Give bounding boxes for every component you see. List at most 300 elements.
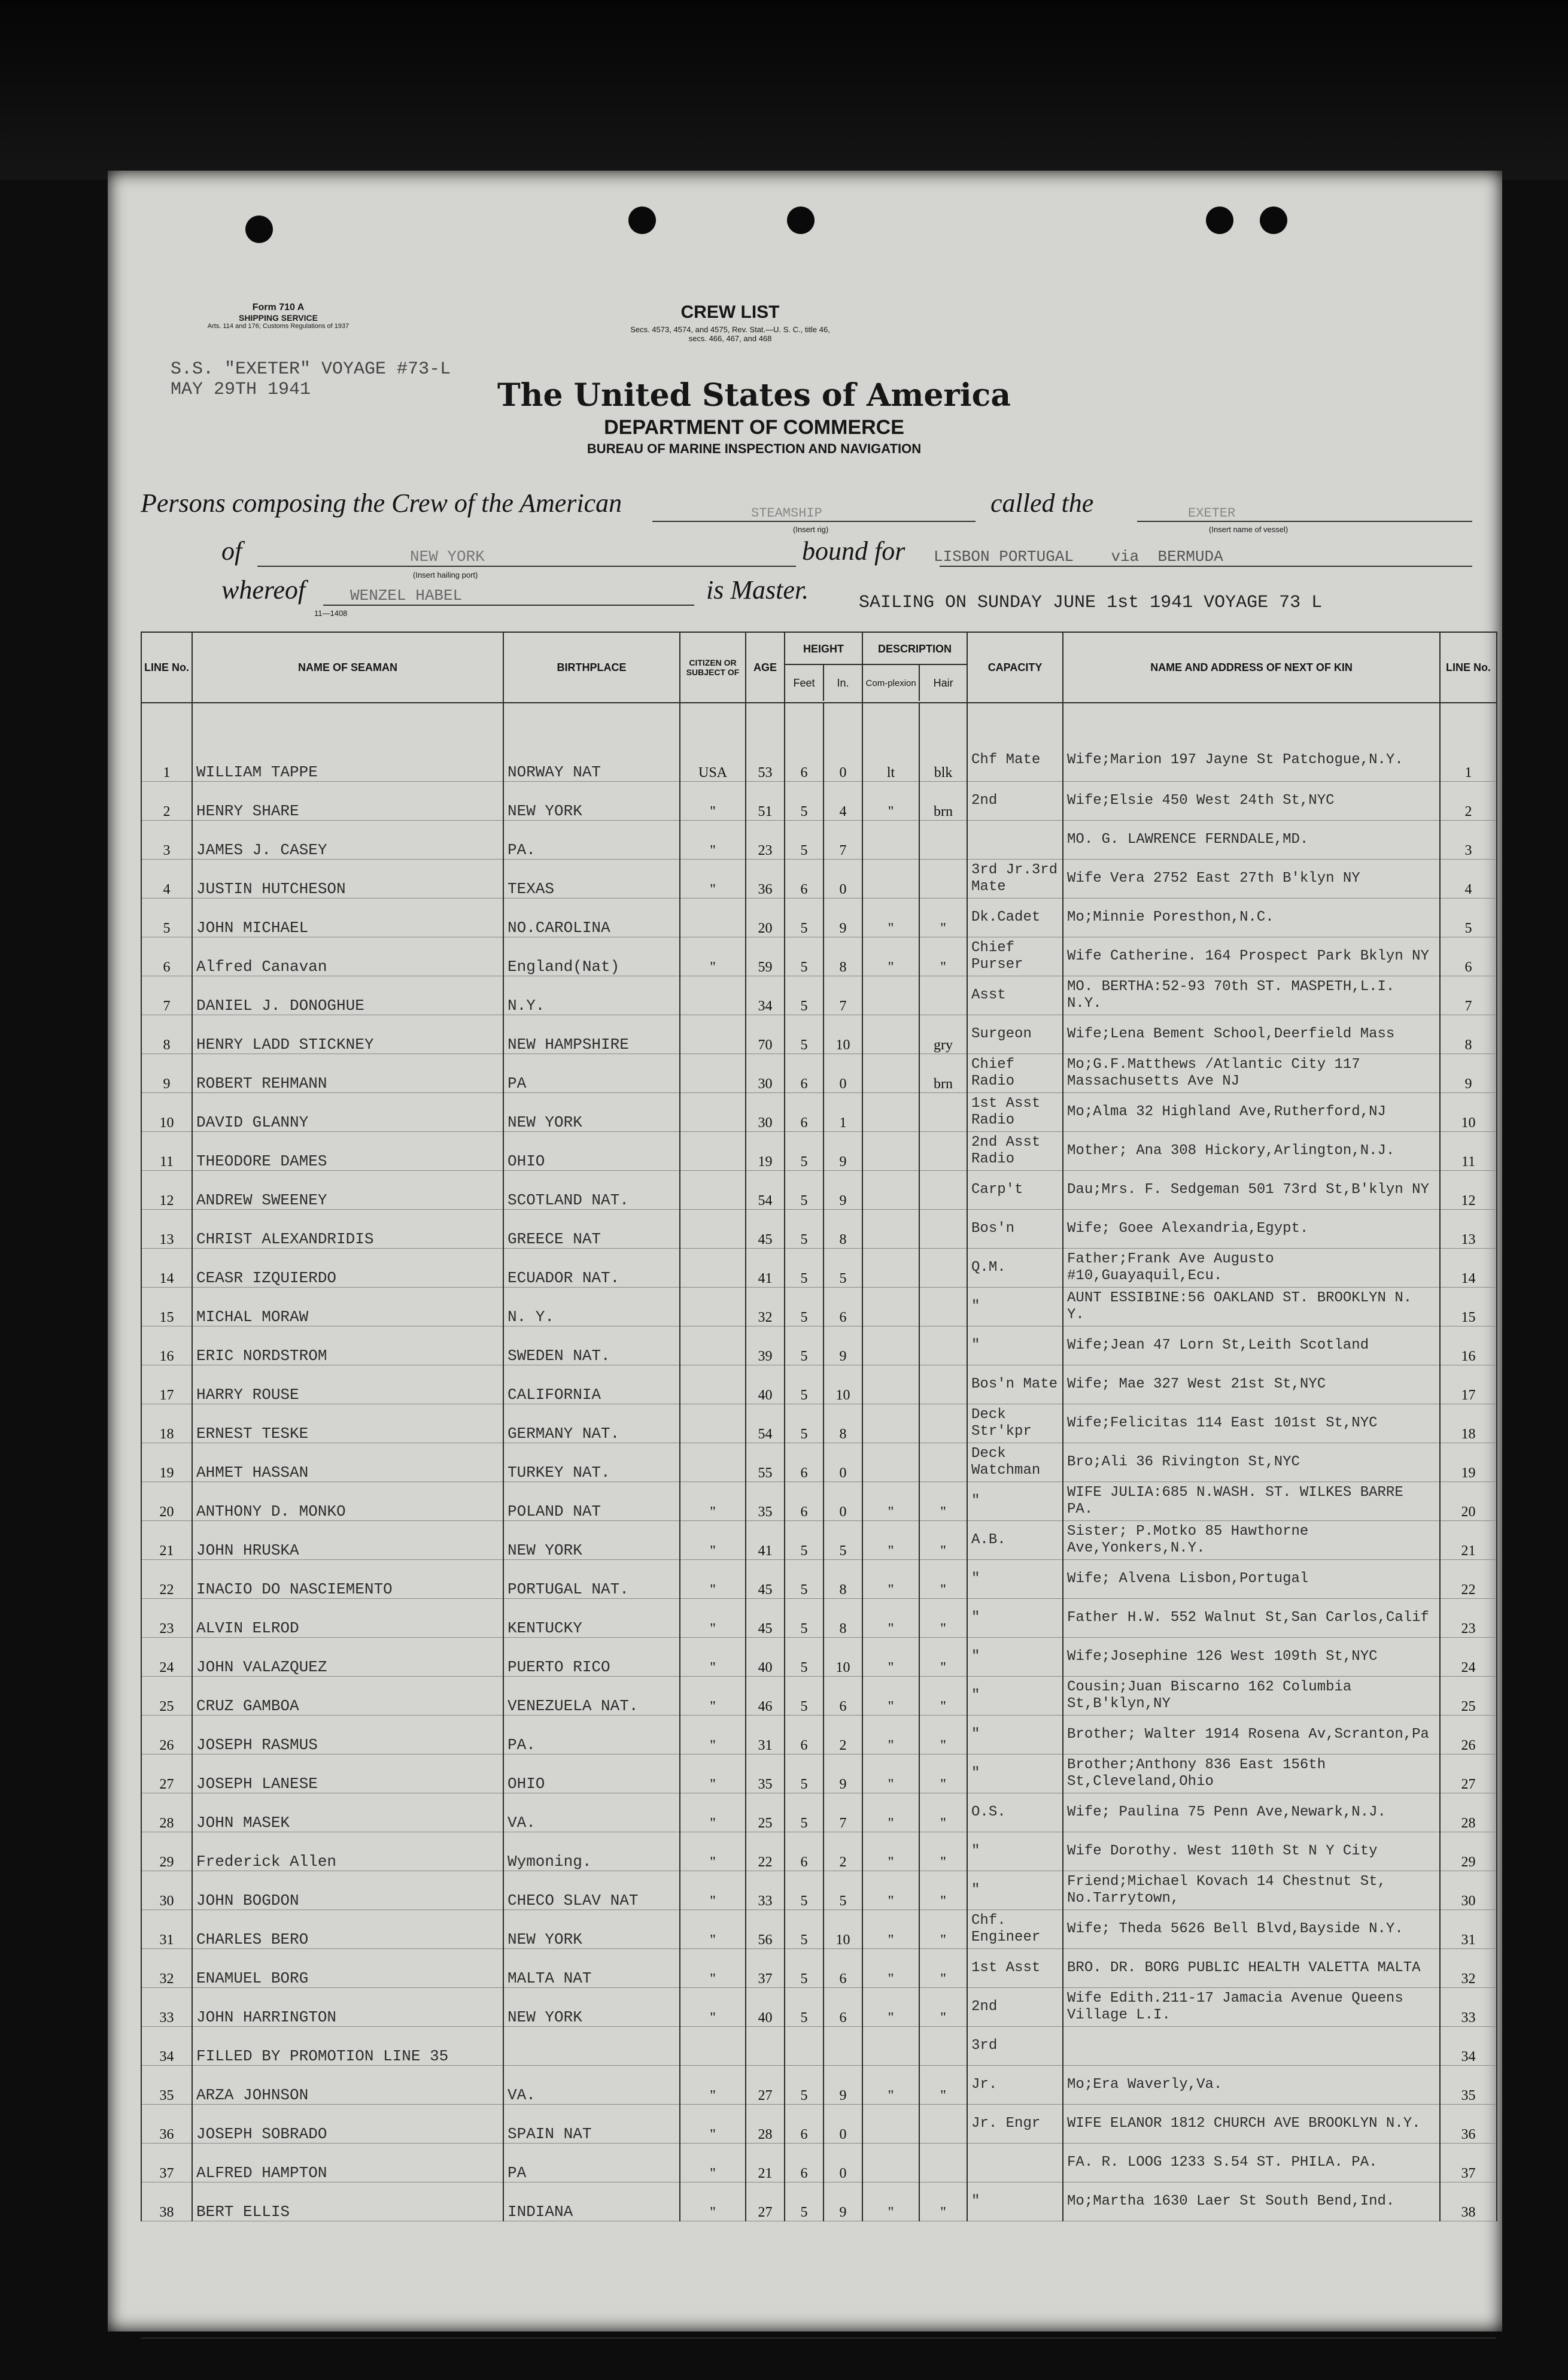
line-number-right: 1	[1440, 703, 1497, 782]
next-of-kin: MO. G. LAWRENCE FERNDALE,MD.	[1063, 821, 1440, 860]
age: 35	[746, 1754, 785, 1793]
capacity: Chf. Engineer	[967, 1910, 1063, 1949]
age: 30	[746, 1054, 785, 1093]
age: 32	[746, 1288, 785, 1326]
age: 34	[746, 976, 785, 1015]
height-inches: 9	[823, 1171, 862, 1210]
height-feet: 5	[785, 1754, 823, 1793]
port-value: NEW YORK	[410, 548, 485, 566]
line-number-right: 5	[1440, 898, 1497, 937]
line-number-right: 27	[1440, 1754, 1497, 1793]
table-row	[141, 2182, 1497, 2221]
complexion: "	[862, 937, 919, 976]
line-number-right: 6	[1440, 937, 1497, 976]
sailing-info: SAILING ON SUNDAY JUNE 1st 1941 VOYAGE 73 L	[859, 593, 1323, 613]
height-inches: 9	[823, 1326, 862, 1365]
hair: "	[919, 1560, 967, 1599]
col-name: NAME OF SEAMAN	[192, 632, 503, 703]
line-number-right: 12	[1440, 1171, 1497, 1210]
citizenship	[680, 1015, 746, 1054]
line-number: 37	[141, 2144, 192, 2182]
line-number-right: 25	[1440, 1677, 1497, 1716]
table-row	[141, 1054, 1497, 1093]
col-height-label: HEIGHT	[785, 634, 862, 665]
binder-hole	[1260, 207, 1287, 234]
complexion: "	[862, 1832, 919, 1871]
line-number: 21	[141, 1521, 192, 1560]
crew-list-heading	[527, 302, 934, 343]
seaman-name: ROBERT REHMANN	[192, 1054, 503, 1093]
birthplace: NEW YORK	[503, 1093, 680, 1132]
age: 55	[746, 1443, 785, 1482]
col-hair: Hair	[933, 676, 953, 689]
age: 36	[746, 860, 785, 898]
capacity: "	[967, 1599, 1063, 1638]
table-row	[141, 1443, 1497, 1482]
height-feet: 5	[785, 1949, 823, 1988]
height-inches: 9	[823, 898, 862, 937]
vessel-value: EXETER	[1188, 506, 1236, 521]
seaman-name: JOHN MICHAEL	[192, 898, 503, 937]
citizenship	[680, 1249, 746, 1288]
birthplace: MALTA NAT	[503, 1949, 680, 1988]
birthplace: N.Y.	[503, 976, 680, 1015]
height-inches: 10	[823, 1365, 862, 1404]
seaman-name: ALFRED HAMPTON	[192, 2144, 503, 2182]
line-number-right: 11	[1440, 1132, 1497, 1171]
hair	[919, 1326, 967, 1365]
col-complexion: Com-plexion	[863, 665, 920, 701]
next-of-kin: Wife;Elsie 450 West 24th St,NYC	[1063, 782, 1440, 821]
line-number-right: 28	[1440, 1793, 1497, 1832]
line-number-right: 16	[1440, 1326, 1497, 1365]
line-number-right: 10	[1440, 1093, 1497, 1132]
citizenship: "	[680, 2144, 746, 2182]
height-inches: 2	[823, 1832, 862, 1871]
citizenship	[680, 1326, 746, 1365]
seaman-name: JOHN HRUSKA	[192, 1521, 503, 1560]
citizenship: "	[680, 1949, 746, 1988]
line-number: 31	[141, 1910, 192, 1949]
line-number: 2	[141, 782, 192, 821]
height-feet	[785, 2027, 823, 2066]
table-row	[141, 703, 1497, 782]
birthplace: GREECE NAT	[503, 1210, 680, 1249]
height-feet: 6	[785, 2144, 823, 2182]
capacity: 2nd	[967, 782, 1063, 821]
table-row	[141, 1404, 1497, 1443]
height-feet: 5	[785, 782, 823, 821]
next-of-kin: Wife Catherine. 164 Prospect Park Bklyn NY	[1063, 937, 1440, 976]
line-number: 4	[141, 860, 192, 898]
table-row	[141, 1910, 1497, 1949]
scanner-background	[0, 0, 1568, 180]
next-of-kin: Mo;Era Waverly,Va.	[1063, 2066, 1440, 2105]
seaman-name: JUSTIN HUTCHESON	[192, 860, 503, 898]
capacity: "	[967, 1677, 1063, 1716]
table-row	[141, 1638, 1497, 1677]
line-number-right: 29	[1440, 1832, 1497, 1871]
line-number-right: 18	[1440, 1404, 1497, 1443]
birthplace: PA.	[503, 821, 680, 860]
line-number: 35	[141, 2066, 192, 2105]
age: 37	[746, 1949, 785, 1988]
print-code: 11—1408	[314, 609, 348, 618]
birthplace: PA	[503, 2144, 680, 2182]
height-inches: 1	[823, 1093, 862, 1132]
line-number: 24	[141, 1638, 192, 1677]
line-number: 38	[141, 2182, 192, 2221]
capacity: "	[967, 1288, 1063, 1326]
hair: "	[919, 1988, 967, 2027]
seaman-name: Alfred Canavan	[192, 937, 503, 976]
line-number-right: 38	[1440, 2182, 1497, 2221]
stamp-line-1: S.S. "EXETER" VOYAGE #73-L	[171, 359, 451, 380]
seaman-name: ARZA JOHNSON	[192, 2066, 503, 2105]
age: 41	[746, 1521, 785, 1560]
height-feet: 6	[785, 860, 823, 898]
line-number: 14	[141, 1249, 192, 1288]
next-of-kin: Wife; Paulina 75 Penn Ave,Newark,N.J.	[1063, 1793, 1440, 1832]
complexion: "	[862, 1677, 919, 1716]
capacity: Deck Watchman	[967, 1443, 1063, 1482]
citizenship	[680, 1443, 746, 1482]
seaman-name: CRUZ GAMBOA	[192, 1677, 503, 1716]
capacity	[967, 2144, 1063, 2182]
line-number: 11	[141, 1132, 192, 1171]
line-number-right: 8	[1440, 1015, 1497, 1054]
table-row	[141, 2105, 1497, 2144]
citizenship	[680, 1132, 746, 1171]
complexion	[862, 1443, 919, 1482]
capacity: O.S.	[967, 1793, 1063, 1832]
age: 40	[746, 1988, 785, 2027]
capacity: Surgeon	[967, 1015, 1063, 1054]
birthplace: OHIO	[503, 1754, 680, 1793]
height-inches: 8	[823, 1404, 862, 1443]
complexion: "	[862, 1910, 919, 1949]
form-number: Form 710 A	[252, 302, 305, 312]
col-description-label: DESCRIPTION	[863, 634, 967, 665]
height-feet: 5	[785, 1793, 823, 1832]
citizenship: "	[680, 1988, 746, 2027]
citizenship: "	[680, 1910, 746, 1949]
birthplace: NORWAY NAT	[503, 703, 680, 782]
crew-list-document	[108, 171, 1502, 2332]
table-row	[141, 1793, 1497, 1832]
height-feet: 5	[785, 2066, 823, 2105]
table-row	[141, 1093, 1497, 1132]
next-of-kin: Wife; Goee Alexandria,Egypt.	[1063, 1210, 1440, 1249]
citizenship	[680, 1365, 746, 1404]
height-feet: 6	[785, 1716, 823, 1754]
col-birthplace: BIRTHPLACE	[503, 632, 680, 703]
age: 39	[746, 1326, 785, 1365]
seaman-name: CEASR IZQUIERDO	[192, 1249, 503, 1288]
line-number-right: 26	[1440, 1716, 1497, 1754]
citizenship: "	[680, 860, 746, 898]
hair	[919, 821, 967, 860]
birthplace: VA.	[503, 1793, 680, 1832]
line-number-right: 20	[1440, 1482, 1497, 1521]
seaman-name: DANIEL J. DONOGHUE	[192, 976, 503, 1015]
complexion: "	[862, 782, 919, 821]
next-of-kin: WIFE JULIA:685 N.WASH. ST. WILKES BARRE PA.	[1063, 1482, 1440, 1521]
birthplace: INDIANA	[503, 2182, 680, 2221]
height-inches: 0	[823, 2144, 862, 2182]
rig-hint: (Insert rig)	[793, 525, 829, 534]
height-feet: 6	[785, 1482, 823, 1521]
citizenship: "	[680, 1793, 746, 1832]
age: 56	[746, 1910, 785, 1949]
height-inches: 6	[823, 1677, 862, 1716]
complexion: "	[862, 1482, 919, 1521]
capacity: "	[967, 2182, 1063, 2221]
height-inches: 9	[823, 2066, 862, 2105]
height-feet: 5	[785, 1326, 823, 1365]
next-of-kin: Father H.W. 552 Walnut St,San Carlos,Calif	[1063, 1599, 1440, 1638]
next-of-kin: Sister; P.Motko 85 Hawthorne Ave,Yonkers,N.Y.	[1063, 1521, 1440, 1560]
age: 53	[746, 703, 785, 782]
citizenship: "	[680, 1677, 746, 1716]
capacity: Dk.Cadet	[967, 898, 1063, 937]
vessel-line	[1137, 521, 1472, 522]
line-number-right: 22	[1440, 1560, 1497, 1599]
capacity: A.B.	[967, 1521, 1063, 1560]
hair: "	[919, 1638, 967, 1677]
capacity: "	[967, 1638, 1063, 1677]
col-capacity: CAPACITY	[967, 632, 1063, 703]
citizenship: "	[680, 782, 746, 821]
line-number-right: 21	[1440, 1521, 1497, 1560]
table-row	[141, 1210, 1497, 1249]
height-feet: 5	[785, 1599, 823, 1638]
age: 20	[746, 898, 785, 937]
capacity: 1st Asst Radio	[967, 1093, 1063, 1132]
next-of-kin: Wife Vera 2752 East 27th B'klyn NY	[1063, 860, 1440, 898]
complexion	[862, 1015, 919, 1054]
line-number-right: 17	[1440, 1365, 1497, 1404]
line-number-right: 34	[1440, 2027, 1497, 2066]
age: 70	[746, 1015, 785, 1054]
height-inches: 8	[823, 1560, 862, 1599]
crew-list-title: CREW LIST	[680, 302, 780, 322]
next-of-kin: Cousin;Juan Biscarno 162 Columbia St,B'klyn,NY	[1063, 1677, 1440, 1716]
citizenship	[680, 1054, 746, 1093]
port-hint: (Insert hailing port)	[413, 570, 478, 579]
complexion: "	[862, 1754, 919, 1793]
binder-hole	[1206, 207, 1233, 234]
table-row	[141, 1871, 1497, 1910]
complexion: "	[862, 1793, 919, 1832]
complexion	[862, 1249, 919, 1288]
age: 21	[746, 2144, 785, 2182]
line-number: 25	[141, 1677, 192, 1716]
destination-value: LISBON PORTUGAL via BERMUDA	[934, 548, 1223, 566]
hair	[919, 1365, 967, 1404]
birthplace: Wymoning.	[503, 1832, 680, 1871]
birthplace: VENEZUELA NAT.	[503, 1677, 680, 1716]
capacity: "	[967, 1560, 1063, 1599]
height-feet: 6	[785, 703, 823, 782]
birthplace: NEW YORK	[503, 1988, 680, 2027]
table-row	[141, 1832, 1497, 1871]
complexion	[862, 1132, 919, 1171]
height-feet: 5	[785, 1638, 823, 1677]
birthplace: SPAIN NAT	[503, 2105, 680, 2144]
line-number-right: 23	[1440, 1599, 1497, 1638]
height-inches: 8	[823, 1210, 862, 1249]
height-inches: 8	[823, 1599, 862, 1638]
capacity: Chf Mate	[967, 703, 1063, 782]
line-number: 22	[141, 1560, 192, 1599]
line-number-right: 37	[1440, 2144, 1497, 2182]
complexion	[862, 1054, 919, 1093]
line-number: 1	[141, 703, 192, 782]
birthplace: CALIFORNIA	[503, 1365, 680, 1404]
hair: "	[919, 1871, 967, 1910]
table-bottom-rule	[141, 2338, 1496, 2339]
next-of-kin: Wife; Theda 5626 Bell Blvd,Bayside N.Y.	[1063, 1910, 1440, 1949]
seaman-name: CHRIST ALEXANDRIDIS	[192, 1210, 503, 1249]
hair	[919, 2027, 967, 2066]
capacity: Chief Radio	[967, 1054, 1063, 1093]
height-inches: 9	[823, 2182, 862, 2221]
table-row	[141, 2144, 1497, 2182]
line-number: 3	[141, 821, 192, 860]
next-of-kin: Wife;Jean 47 Lorn St,Leith Scotland	[1063, 1326, 1440, 1365]
seaman-name: ALVIN ELROD	[192, 1599, 503, 1638]
line-number: 26	[141, 1716, 192, 1754]
next-of-kin: Wife; Mae 327 West 21st St,NYC	[1063, 1365, 1440, 1404]
capacity: 3rd Jr.3rd Mate	[967, 860, 1063, 898]
height-feet: 5	[785, 1560, 823, 1599]
table-row	[141, 1599, 1497, 1638]
height-feet: 5	[785, 1015, 823, 1054]
hair	[919, 2105, 967, 2144]
seaman-name: JOHN MASEK	[192, 1793, 503, 1832]
citizenship: "	[680, 1482, 746, 1521]
col-inches: In.	[837, 677, 849, 689]
line-number: 7	[141, 976, 192, 1015]
persons-label: Persons composing the Crew of the American	[141, 488, 622, 518]
height-inches: 5	[823, 1249, 862, 1288]
height-inches	[823, 2027, 862, 2066]
table-row	[141, 1365, 1497, 1404]
height-feet: 5	[785, 976, 823, 1015]
next-of-kin: Brother; Walter 1914 Rosena Av,Scranton,Pa	[1063, 1716, 1440, 1754]
citizenship: USA	[680, 703, 746, 782]
citizenship: "	[680, 1638, 746, 1677]
line-number: 18	[141, 1404, 192, 1443]
birthplace: OHIO	[503, 1132, 680, 1171]
line-number-right: 9	[1440, 1054, 1497, 1093]
age: 28	[746, 2105, 785, 2144]
line-number-right: 4	[1440, 860, 1497, 898]
line-number: 36	[141, 2105, 192, 2144]
capacity: "	[967, 1716, 1063, 1754]
seaman-name: JOHN HARRINGTON	[192, 1988, 503, 2027]
age: 31	[746, 1716, 785, 1754]
height-inches: 7	[823, 821, 862, 860]
line-number: 12	[141, 1171, 192, 1210]
capacity: Chief Purser	[967, 937, 1063, 976]
table-row	[141, 1949, 1497, 1988]
hair	[919, 2144, 967, 2182]
birthplace: PA	[503, 1054, 680, 1093]
col-description	[862, 632, 967, 703]
form-regs: Arts. 114 and 176; Customs Regulations of 1937	[207, 323, 350, 330]
hair	[919, 1171, 967, 1210]
next-of-kin: Wife;Josephine 126 West 109th St,NYC	[1063, 1638, 1440, 1677]
hair	[919, 1288, 967, 1326]
capacity: 2nd	[967, 1988, 1063, 2027]
birthplace: SCOTLAND NAT.	[503, 1171, 680, 1210]
height-inches: 9	[823, 1754, 862, 1793]
seaman-name: INACIO DO NASCIEMENTO	[192, 1560, 503, 1599]
table-row	[141, 1015, 1497, 1054]
height-feet: 5	[785, 1288, 823, 1326]
complexion: lt	[862, 703, 919, 782]
age: 33	[746, 1871, 785, 1910]
height-feet: 5	[785, 1871, 823, 1910]
height-feet: 5	[785, 1249, 823, 1288]
next-of-kin: AUNT ESSIBINE:56 OAKLAND ST. BROOKLYN N. Y.	[1063, 1288, 1440, 1326]
age: 45	[746, 1560, 785, 1599]
table-row	[141, 937, 1497, 976]
height-feet: 5	[785, 1521, 823, 1560]
seaman-name: JAMES J. CASEY	[192, 821, 503, 860]
table-row	[141, 1249, 1497, 1288]
citizenship	[680, 976, 746, 1015]
citizenship: "	[680, 1754, 746, 1793]
next-of-kin: Bro;Ali 36 Rivington St,NYC	[1063, 1443, 1440, 1482]
birthplace: SWEDEN NAT.	[503, 1326, 680, 1365]
next-of-kin: Dau;Mrs. F. Sedgeman 501 73rd St,B'klyn NY	[1063, 1171, 1440, 1210]
line-number: 17	[141, 1365, 192, 1404]
hair: "	[919, 1521, 967, 1560]
next-of-kin: Wife;Marion 197 Jayne St Patchogue,N.Y.	[1063, 703, 1440, 782]
table-row	[141, 1326, 1497, 1365]
height-feet: 5	[785, 898, 823, 937]
line-number: 29	[141, 1832, 192, 1871]
age: 51	[746, 782, 785, 821]
height-inches: 0	[823, 703, 862, 782]
col-feet: Feet	[785, 665, 824, 701]
hair: "	[919, 1910, 967, 1949]
height-inches: 0	[823, 1054, 862, 1093]
height-feet: 5	[785, 1988, 823, 2027]
next-of-kin: Wife;Lena Bement School,Deerfield Mass	[1063, 1015, 1440, 1054]
country-title: The United States of America	[497, 377, 1011, 414]
birthplace: England(Nat)	[503, 937, 680, 976]
hair: "	[919, 898, 967, 937]
height-feet: 5	[785, 2182, 823, 2221]
capacity: Carp't	[967, 1171, 1063, 1210]
birthplace: PA.	[503, 1716, 680, 1754]
age: 46	[746, 1677, 785, 1716]
next-of-kin	[1063, 2027, 1440, 2066]
age: 27	[746, 2182, 785, 2221]
capacity: 1st Asst	[967, 1949, 1063, 1988]
line-number-right: 33	[1440, 1988, 1497, 2027]
age: 23	[746, 821, 785, 860]
seaman-name: AHMET HASSAN	[192, 1443, 503, 1482]
birthplace	[503, 2027, 680, 2066]
height-feet: 5	[785, 1910, 823, 1949]
line-number: 10	[141, 1093, 192, 1132]
master-label: is Master.	[706, 575, 809, 605]
